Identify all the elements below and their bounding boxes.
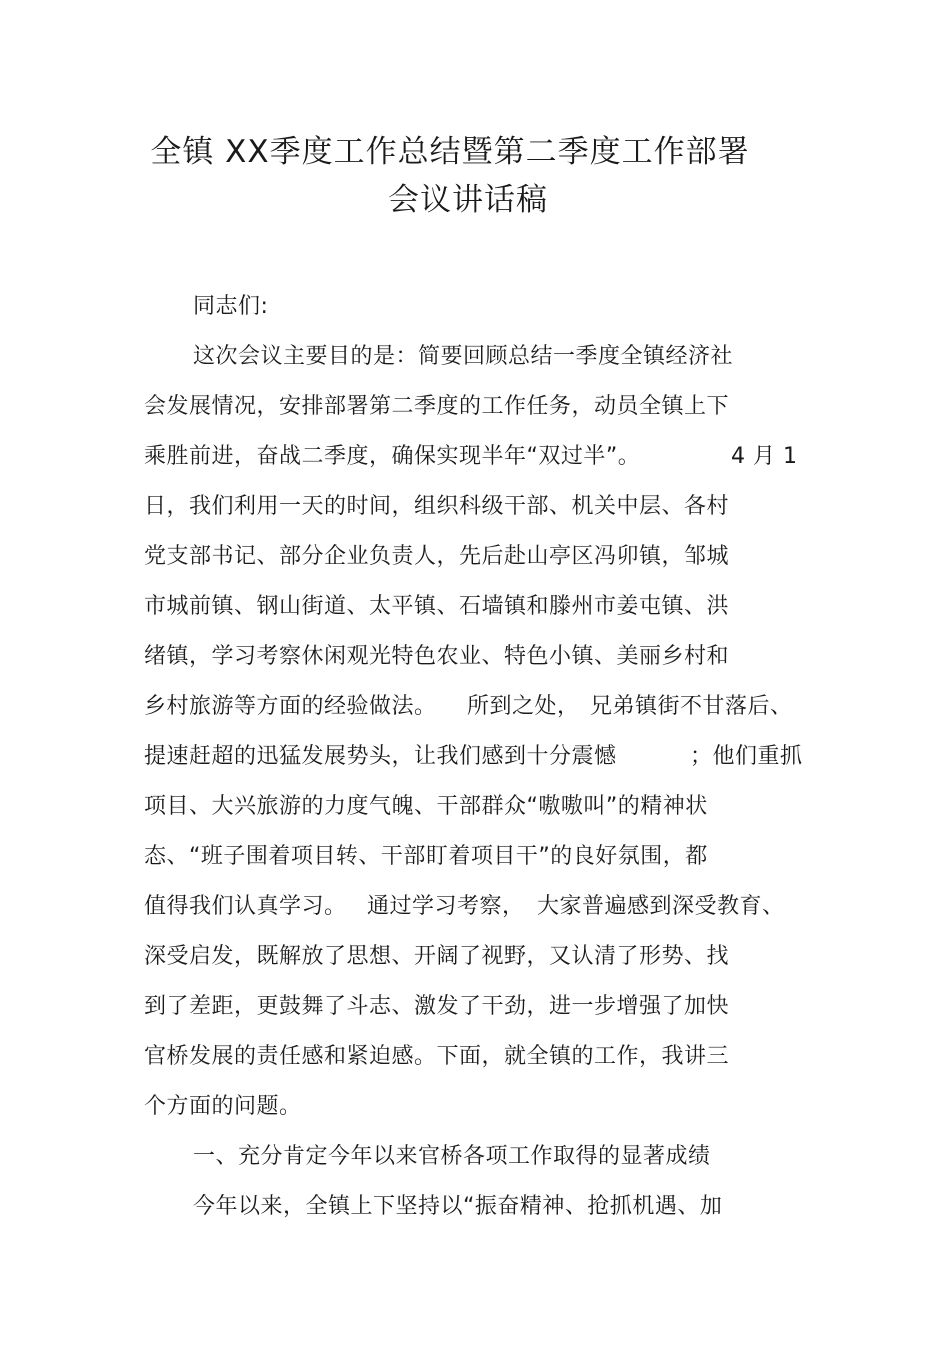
- body-line-1: 这次会议主要目的是：简要回顾总结一季度全镇经济社: [193, 344, 734, 369]
- body-line-9b: ；他们重抓: [690, 744, 803, 769]
- body-line-2: 会发展情况，安排部署第二季度的工作任务，动员全镇上下: [144, 394, 730, 419]
- body-line-11: 态、“班子围着项目转、干部盯着项目干”的良好氛围，都: [144, 844, 708, 869]
- body-line-4: 日，我们利用一天的时间，组织科级干部、机关中层、各村: [144, 494, 730, 519]
- body-line-9a: 提速赶超的迅猛发展势头，让我们感到十分震憾: [144, 744, 617, 769]
- body-line-15: 官桥发展的责任感和紧迫感。下面，就全镇的工作，我讲三: [144, 1044, 730, 1069]
- body-line-3: [144, 443, 640, 471]
- salutation: 同志们:: [193, 294, 269, 319]
- body-line-8c: 兄弟镇街不甘落后、: [590, 694, 793, 719]
- body-line-10: 项目、大兴旅游的力度气魄、干部群众“嗷嗷叫”的精神状: [144, 794, 708, 819]
- document-title-line-2: 会议讲话稿: [388, 182, 548, 218]
- body-line-5: 党支部书记、部分企业负责人，先后赴山亭区冯卯镇，邹城: [144, 544, 730, 569]
- body-line-7: 绪镇，学习考察休闲观光特色农业、特色小镇、美丽乡村和: [144, 644, 730, 669]
- body-line-3-text: 乘胜前进，奋战二季度，确保实现半年“双过半”。: [144, 444, 641, 469]
- body-line-12c: 大家普遍感到深受教育、: [537, 894, 785, 919]
- body-line-14: 到了差距，更鼓舞了斗志、激发了干劲，进一步增强了加快: [144, 994, 730, 1019]
- section-heading-1: 一、充分肯定今年以来官桥各项工作取得的显著成绩: [193, 1144, 711, 1169]
- body-line-13: 深受启发，既解放了思想、开阔了视野，又认清了形势、找: [144, 944, 730, 969]
- body-line-6: 市城前镇、钢山街道、太平镇、石墙镇和滕州市姜屯镇、洪: [144, 594, 730, 619]
- body-line-8a: 乡村旅游等方面的经验做法。: [144, 694, 437, 719]
- body-line-12a: 值得我们认真学习。: [144, 894, 347, 919]
- document-title-line-1: 全镇 XX季度工作总结暨第二季度工作部署: [150, 134, 750, 170]
- body-line-12b: 通过学习考察，: [367, 894, 525, 919]
- body-line-8b: 所到之处，: [467, 694, 580, 719]
- body-line-17: 今年以来，全镇上下坚持以“振奋精神、抢抓机遇、加: [193, 1194, 723, 1219]
- body-line-3-date: 4 月 1: [731, 444, 798, 469]
- body-line-16: 个方面的问题。: [144, 1094, 302, 1119]
